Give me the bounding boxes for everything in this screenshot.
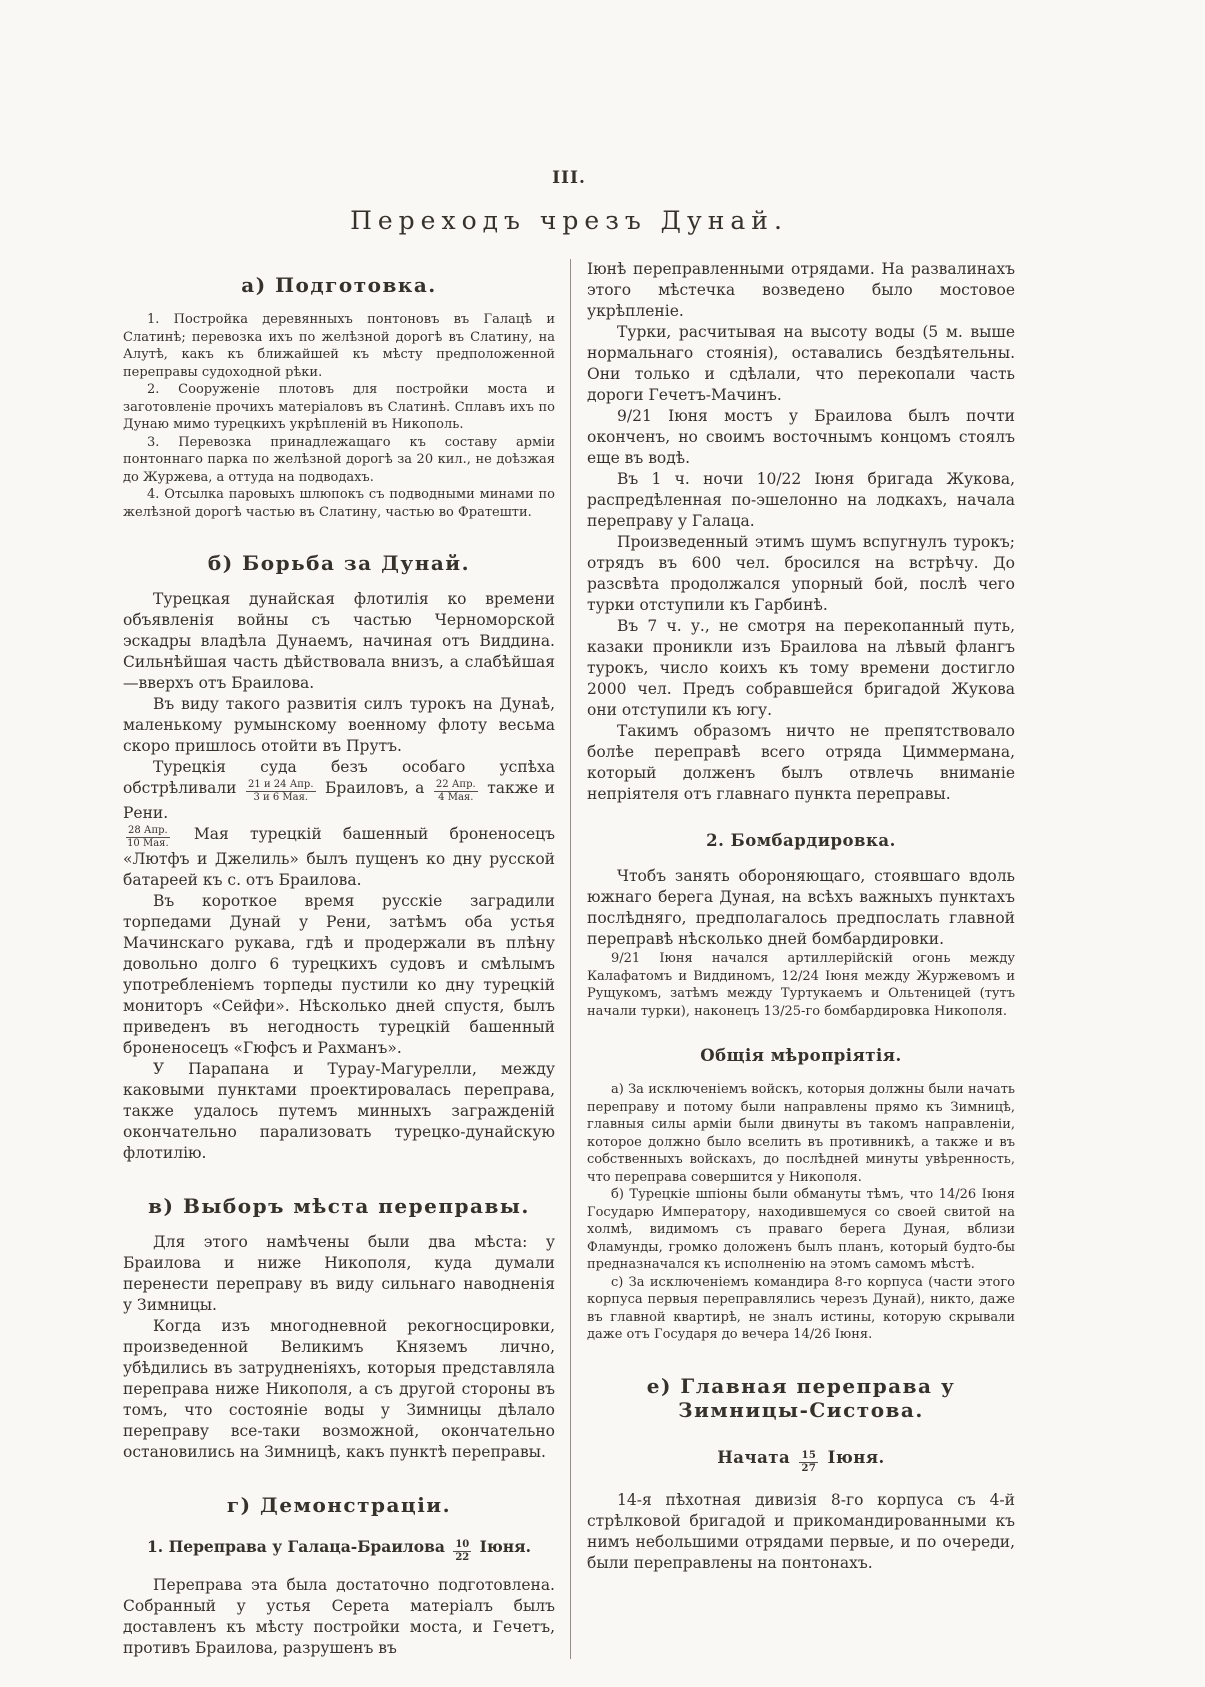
text-run: Начата: [717, 1447, 791, 1467]
date-fraction: $\frac{10}{22}$: [455, 1539, 470, 1563]
paragraph-small: с) За исключеніемъ командира 8-го корпуса (части этого корпуса первыя переправлялись черезъ Дунай), никто, даже въ главной квартирѣ, не зналъ истины, которую скрывали даже отъ Государя до вечера 14/26 Іюня.: [587, 1274, 1015, 1342]
two-column-layout: [123, 259, 1015, 1659]
paragraph: Для этого намѣчены были два мѣста: у Браилова и ниже Никополя, куда думали перенести переправу въ виду сильнаго наводненія у Зимницы.: [123, 1233, 555, 1314]
paragraph-small: 9/21 Іюня начался артиллерійскій огонь между Калафатомъ и Виддиномъ, 12/24 Іюня между Журжевомъ и Рущукомъ, затѣмъ между Туртукаемъ и Ольтеницей (тутъ начали турки), наконецъ 13/25-го бомбардировка Никополя.: [587, 951, 1015, 1019]
numbered-item: 2. Сооруженіе плотовъ для постройки моста и заготовленіе прочихъ матеріаловъ въ Слатинѣ. Сплавъ ихъ по Дунаю мимо турецкихъ укрѣпленій въ Никополь.: [123, 382, 555, 432]
right-column: [571, 259, 1015, 1659]
paragraph: Турки, расчитывая на высоту воды (5 м. выше нормальнаго стоянія), оставались бездѣятельны. Они только и сдѣлали, что перекопали часть дороги Гечетъ-Мачинъ.: [587, 323, 1015, 404]
page-title: Переходъ чрезъ Дунай.: [350, 206, 788, 235]
numbered-item: 1. Постройка деревянныхъ понтоновъ въ Галацѣ и Слатинѣ; перевозка ихъ по желѣзной дорогѣ въ Слатину, на Алутѣ, какъ къ ближайшей къ мѣсту предположенной переправы судоходной рѣки.: [123, 312, 555, 380]
paragraph-with-dates: [123, 824, 555, 891]
subsection-heading-galats-crossing: [123, 1537, 555, 1563]
paragraph: Въ короткое время русскіе заградили торпедами Дунай у Рени, затѣмъ оба устья Мачинскаго рукава, гдѣ и продержали въ плѣну довольно долго 6 турецкихъ судовъ и смѣлымъ употребленіемъ торпеды пустили ко дну турецкій мониторъ «Сейфи». Нѣсколько дней спустя, былъ приведенъ въ негодность турецкій башенный броненосецъ «Гюфсъ и Рахманъ».: [123, 892, 555, 1057]
numbered-item: 4. Отсылка паровыхъ шлюпокъ съ подводными минами по желѣзной дорогѣ частью въ Слатину, частью во Фратешти.: [123, 487, 555, 520]
text-run: Турецкія суда безъ особаго успѣха обстрѣливали: [123, 758, 555, 797]
paragraph: Чтобъ занять обороняющаго, стоявшаго вдоль южнаго берега Дуная, на всѣхъ важныхъ пунктахъ послѣдняго, предполагалось предпослать главной переправѣ нѣсколько дней бомбардировки.: [587, 867, 1015, 948]
paragraph: Когда изъ многодневной рекогносцировки, произведенной Великимъ Княземъ лично, убѣдились въ затрудненіяхъ, которыя представляла переправа ниже Никополя, а съ другой стороны въ томъ, что состояніе воды у Зимницы дѣлало переправу все-таки возможной, окончательно остановились на Зимницѣ, какъ пунктѣ переправы.: [123, 1317, 555, 1461]
text-run: Іюня.: [827, 1447, 885, 1467]
section-heading-general-measures: Общія мѣропріятія.: [700, 1046, 902, 1065]
text-run: 1. Переправа у Галаца-Браилова: [147, 1537, 445, 1556]
paragraph-continuation: Іюнѣ переправленными отрядами. На развалинахъ этого мѣстечка возведено было мостовое укрѣпленіе.: [587, 260, 1015, 320]
date-fraction: $\frac{\text{22 Апр.}}{\text{4 Мая.}}$: [435, 779, 476, 803]
section-heading-danube-fight: б) Борьба за Дунай.: [207, 551, 471, 575]
paragraph: Такимъ образомъ ничто не препятствовало болѣе переправѣ всего отряда Циммермана, который долженъ былъ отвлечь вниманіе непріятеля отъ главнаго пункта переправы.: [587, 722, 1015, 803]
paragraph: 9/21 Іюня мостъ у Браилова былъ почти оконченъ, но своимъ восточнымъ концомъ стоялъ еще въ водѣ.: [587, 407, 1015, 467]
left-column: [123, 259, 571, 1659]
paragraph: Въ 1 ч. ночи 10/22 Іюня бригада Жукова, распредѣленная по-эшелонно на лодкахъ, начала переправу у Галаца.: [587, 470, 1015, 530]
section-heading-preparation: а) Подготовка.: [241, 273, 437, 297]
section-heading-demonstrations: г) Демонстраціи.: [226, 1493, 452, 1517]
paragraph-with-dates: [123, 757, 555, 824]
paragraph: Произведенный этимъ шумъ вспугнулъ турокъ; отрядъ въ 600 чел. бросился на встрѣчу. До разсвѣта продолжался упорный бой, послѣ чего турки отступили къ Гарбинѣ.: [587, 533, 1015, 614]
text-run: Мая турецкій башенный броненосецъ «Лютфъ и Джелиль» былъ пущенъ ко дну русской батареей къ с. отъ Браилова.: [123, 825, 555, 889]
text-run: также и Рени.: [123, 779, 555, 822]
subsection-heading-started-date: [587, 1448, 1015, 1474]
paragraph: Въ виду такого развитія силъ турокъ на Дунаѣ, маленькому румынскому военному флоту весьма скоро пришлось отойти въ Прутъ.: [123, 695, 555, 755]
section-heading-crossing-site: в) Выборъ мѣста переправы.: [148, 1194, 530, 1218]
page-number: III.: [552, 168, 586, 188]
section-heading-main-crossing: е) Главная переправа у Зимницы-Систова.: [646, 1373, 956, 1422]
numbered-item: 3. Перевозка принадлежащаго къ составу арміи понтоннаго парка по желѣзной дорогѣ за 20 кил., не доѣзжая до Журжева, а оттуда на подводахъ.: [123, 434, 555, 485]
text-run: Іюня.: [479, 1537, 531, 1556]
paragraph: 14-я пѣхотная дивизія 8-го корпуса съ 4-й стрѣлковой бригадой и прикомандированными къ нимъ небольшими отрядами первые, и по очереди, были переправлены на понтонахъ.: [587, 1490, 1015, 1572]
date-fraction: $\frac{\text{28 Апр.}}{\text{10 Мая.}}$: [127, 825, 169, 849]
paragraph-small: а) За исключеніемъ войскъ, которыя должны были начать переправу и потому были направлены прямо къ Зимницѣ, главныя силы арміи были двинуты въ такомъ направленіи, которое должно было вселить въ противникѣ, а также и въ собственныхъ войскахъ, до послѣдней минуты увѣренность, что переправа совершится у Никополя.: [587, 1082, 1015, 1185]
paragraph: Переправа эта была достаточно подготовлена. Собранный у устья Серета матеріалъ былъ доставленъ къ мѣсту постройки моста, и Гечетъ, противъ Браилова, разрушенъ въ: [123, 1576, 555, 1657]
paragraph: У Парапана и Турау-Магурелли, между каковыми пунктами проектировалась переправа, также удалось путемъ минныхъ загражденій окончательно парализовать турецко-дунайскую флотилію.: [123, 1060, 555, 1162]
date-fraction: $\frac{15}{27}$: [801, 1449, 817, 1474]
page-content: [123, 168, 1015, 1659]
paragraph: Турецкая дунайская флотилія ко времени объявленія войны съ частью Черноморской эскадры владѣла Дунаемъ, начиная отъ Виддина. Сильнѣйшая часть дѣйствовала внизъ, а слабѣйшая—вверхъ отъ Браилова.: [123, 590, 555, 692]
date-fraction: $\frac{\text{21 и 24 Апр.}}{\text{3 и 6 Мая.}}$: [248, 779, 314, 803]
paragraph-small: б) Турецкіе шпіоны были обмануты тѣмъ, что 14/26 Іюня Государю Императору, находившемуся со своей свитой на холмѣ, видимомъ съ праваго берега Дуная, вблизи Фламунды, громко доложенъ былъ планъ, который будто-бы предназначался къ исполненію на этомъ самомъ мѣстѣ.: [587, 1187, 1015, 1272]
section-heading-bombardment: 2. Бомбардировка.: [706, 831, 896, 850]
text-run: Браиловъ, а: [325, 779, 425, 797]
paragraph: Въ 7 ч. у., не смотря на перекопанный путь, казаки проникли изъ Браилова на лѣвый флангъ турокъ, число коихъ къ тому времени достигло 2000 чел. Предъ собравшейся бригадой Жукова они отступили къ югу.: [587, 617, 1015, 719]
